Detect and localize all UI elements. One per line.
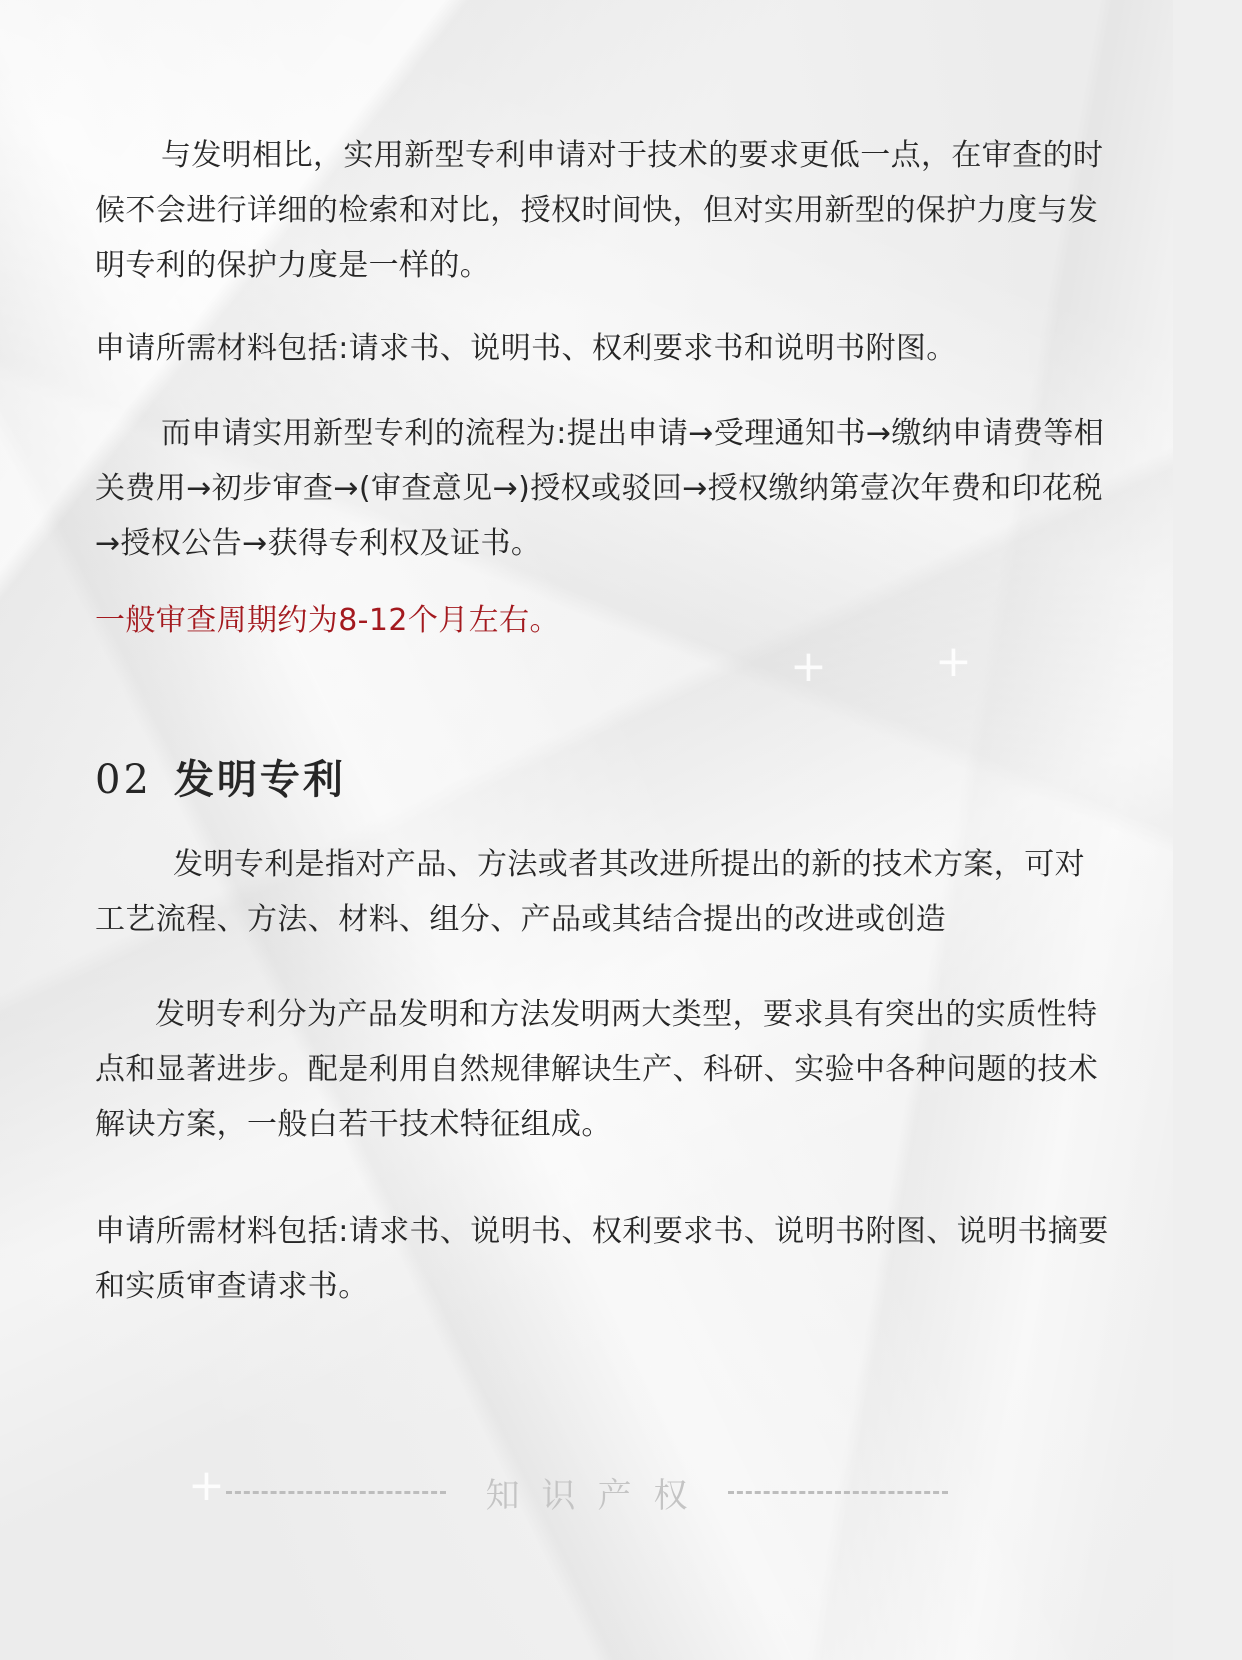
paragraph-invention-definition: 发明专利是指对产品、方法或者其改进所提出的新的技术方案，可对工艺流程、方法、材料、组分、产品或其结合提出的改进或创造 (95, 847, 1085, 937)
section-number: 02 (95, 757, 152, 803)
paragraph-invention-types: 发明专利分为产品发明和方法发明两大类型，要求具有突出的实质性特点和显著进步。配是利用自然规律解诀生产、科研、实验中各种问题的技术解诀方案，一般白若干技术特征组成。 (95, 997, 1099, 1142)
section-title: 发明专利 (173, 756, 346, 803)
footer-label: 知识产权 (485, 1476, 710, 1516)
article-body (95, 128, 1110, 1314)
paragraph-invention-materials: 申请所需材料包括:请求书、说明书、权利要求书、说明书附图、说明书摘要和实质审查请求书。 (95, 1214, 1109, 1304)
footer (0, 1468, 1173, 1517)
paragraph-utility-materials: 申请所需材料包括:请求书、说明书、权利要求书和说明书附图。 (95, 331, 957, 366)
sparkle-decoration: + (188, 1460, 225, 1511)
sparkle-decoration: + (935, 636, 972, 687)
highlight-review-period: 一般审查周期约为8-12个月左右。 (95, 603, 560, 638)
footer-divider-left (226, 1491, 446, 1494)
section-heading (95, 748, 1110, 805)
paragraph-utility-model-intro: 与发明相比，实用新型专利申请对于技术的要求更低一点，在审查的时候不会进行详细的检索和对比，授权时间快，但对实用新型的保护力度与发明专利的保护力度是一样的。 (95, 138, 1104, 283)
paragraph-utility-process: 而申请实用新型专利的流程为:提出申请→受理通知书→缴纳申请费等相关费用→初步审查→(审查意见→)授权或驳回→授权缴纳第壹次年费和印花税→授权公告→获得专利权及证书。 (95, 416, 1105, 561)
sparkle-decoration: + (790, 641, 827, 692)
footer-divider-right (728, 1491, 948, 1494)
